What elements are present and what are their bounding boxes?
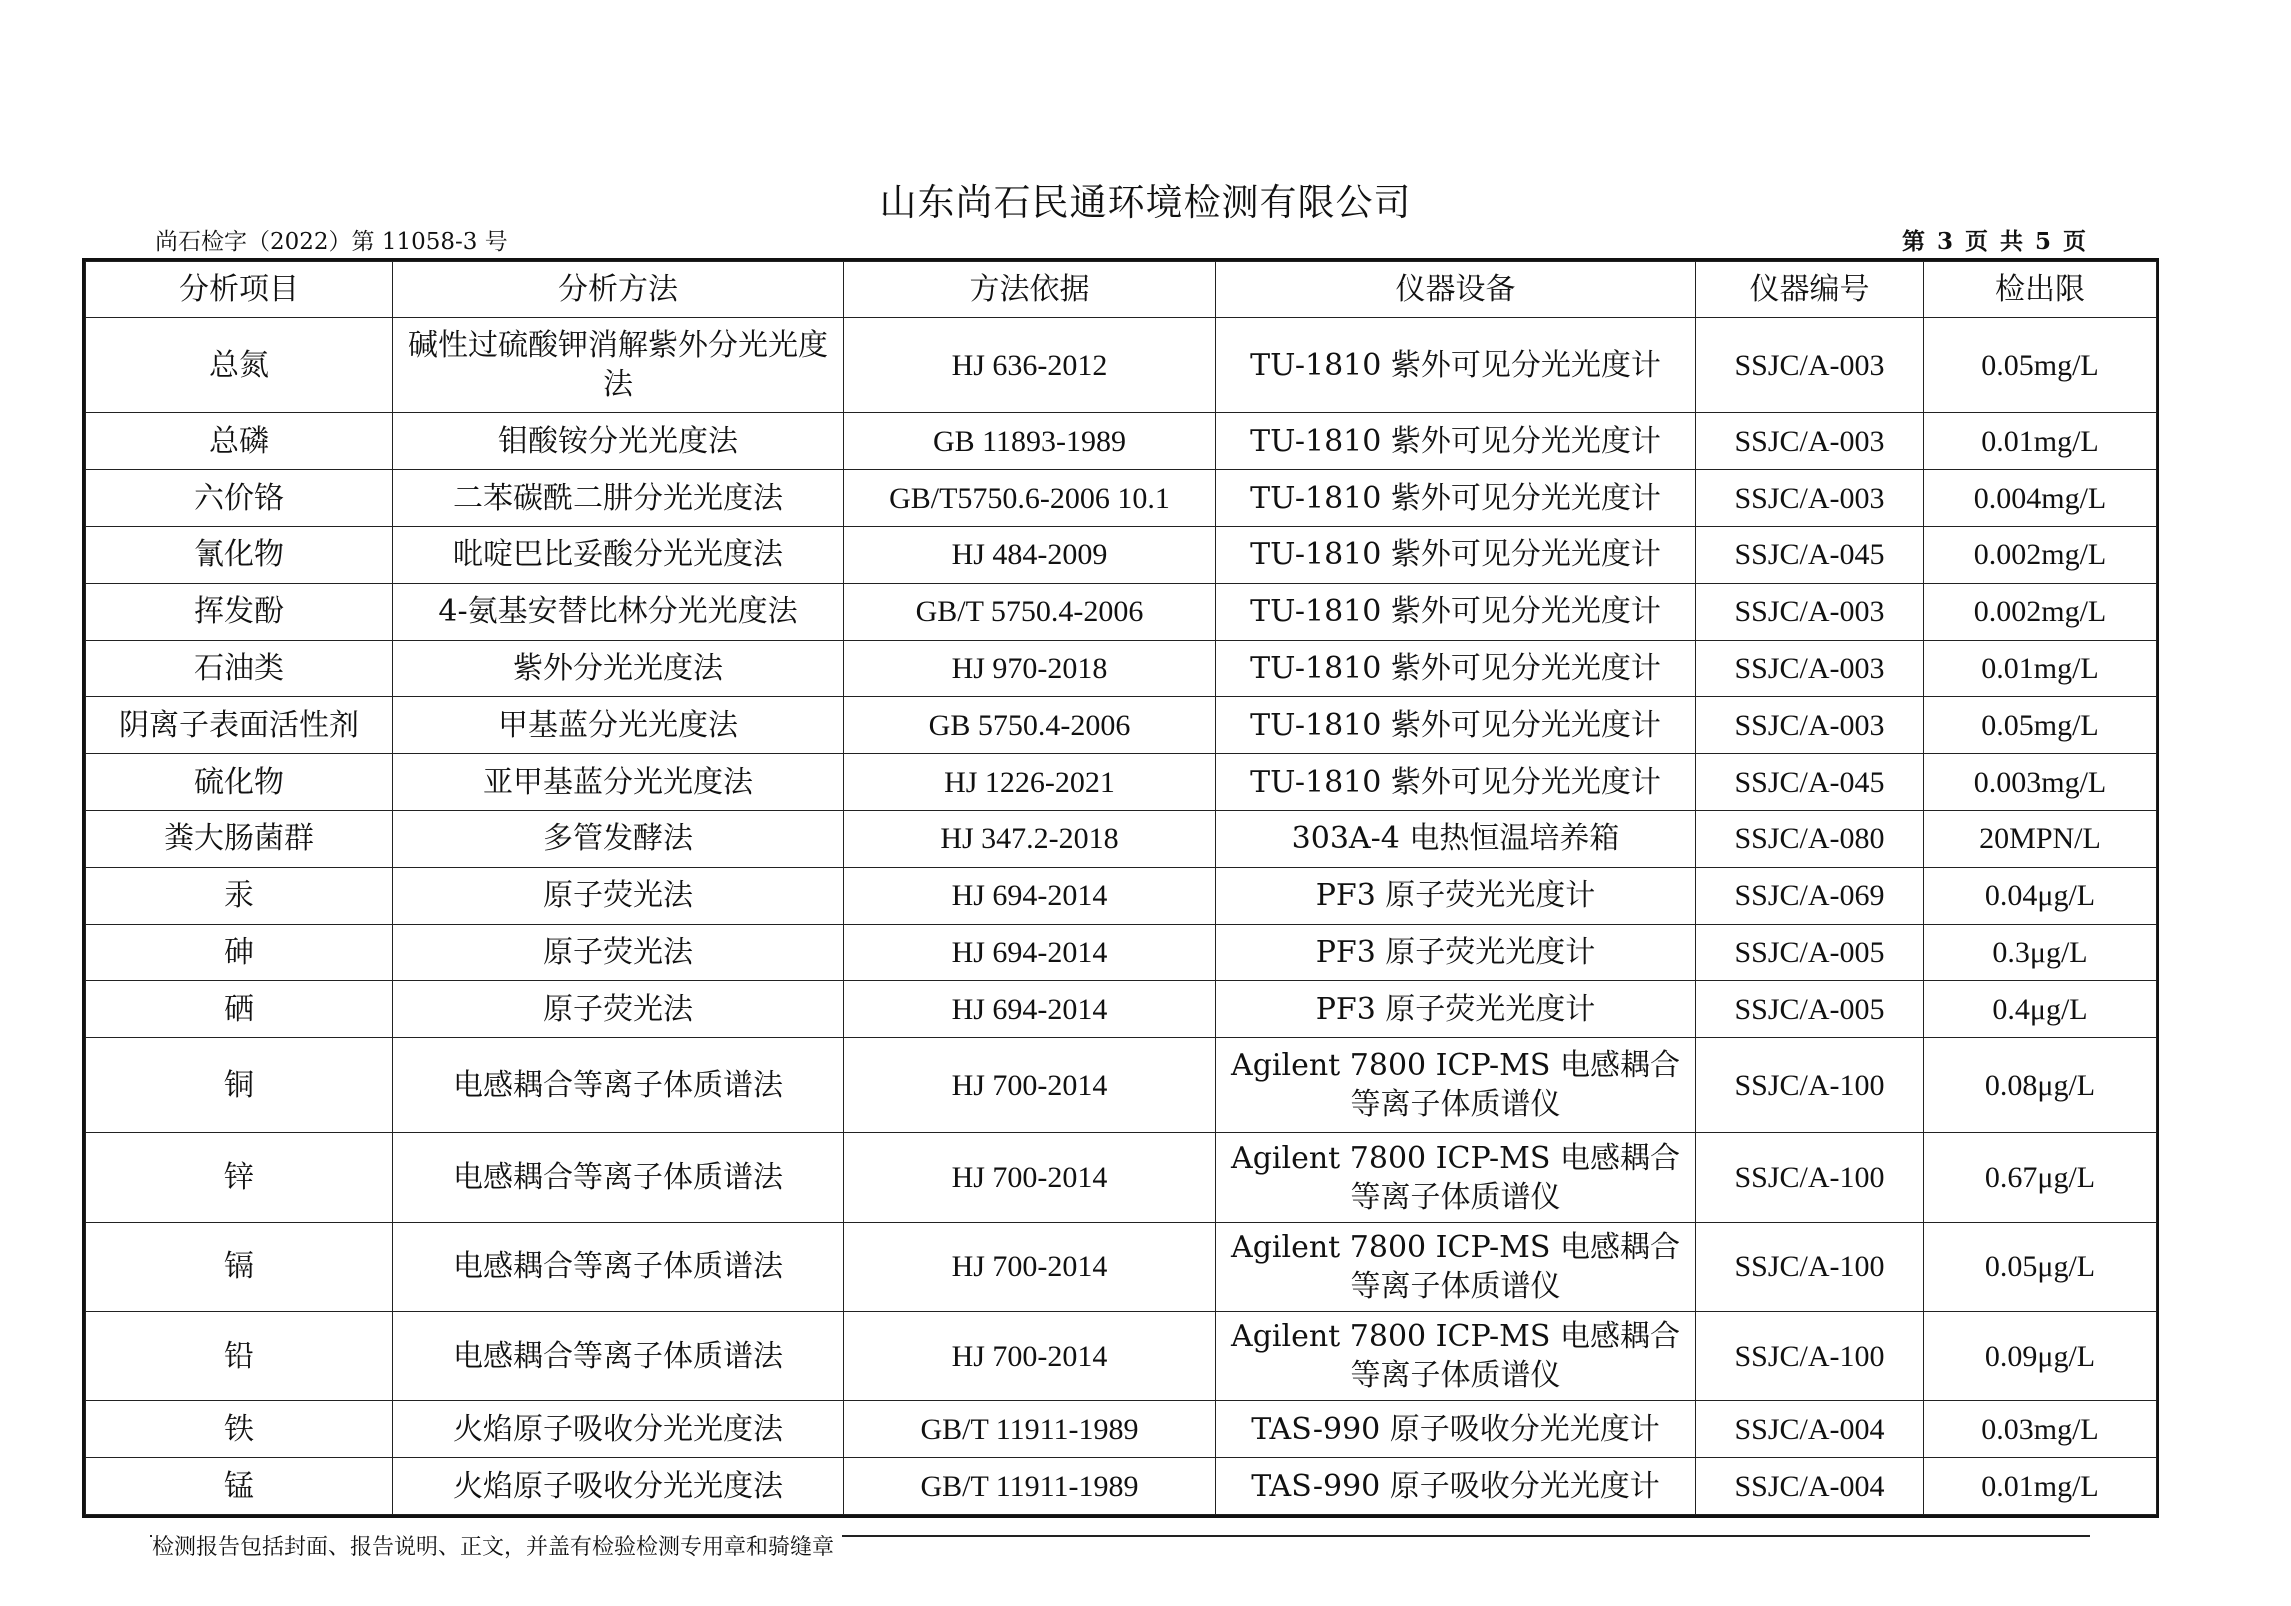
standard-cell: GB 5750.4-2006: [844, 697, 1216, 754]
table-row: [86, 697, 2157, 754]
instrument-no-cell: SSJC/A-100: [1696, 1222, 1924, 1311]
standard-cell: HJ 700-2014: [844, 1133, 1216, 1222]
table-row: [86, 981, 2157, 1038]
item-cell: 六价铬: [86, 470, 393, 527]
company-title: 山东尚石民通环境检测有限公司: [879, 181, 1412, 224]
table-row: [86, 1222, 2157, 1311]
method-cell: 紫外分光光度法: [393, 640, 844, 697]
table-row: [86, 640, 2157, 697]
method-cell: 电感耦合等离子体质谱法: [393, 1222, 844, 1311]
item-cell: 镉: [86, 1222, 393, 1311]
instrument-cell: Agilent 7800 ICP-MS 电感耦合等离子体质谱仪: [1216, 1133, 1696, 1222]
column-header: 分析项目: [86, 262, 393, 318]
detection-limit-cell: 0.08μg/L: [1924, 1038, 2157, 1133]
detection-limit-cell: 0.03mg/L: [1924, 1401, 2157, 1458]
item-cell: 阴离子表面活性剂: [86, 697, 393, 754]
detection-limit-cell: 0.4μg/L: [1924, 981, 2157, 1038]
instrument-no-cell: SSJC/A-045: [1696, 754, 1924, 811]
detection-limit-cell: 0.01mg/L: [1924, 640, 2157, 697]
analysis-methods-table: [82, 258, 2159, 1518]
instrument-no-cell: SSJC/A-005: [1696, 981, 1924, 1038]
standard-cell: HJ 1226-2021: [844, 754, 1216, 811]
table-row: [86, 924, 2157, 981]
instrument-no-cell: SSJC/A-100: [1696, 1038, 1924, 1133]
page-indicator: 第 3 页 共 5 页: [1901, 228, 2088, 255]
table-row: [86, 1458, 2157, 1515]
standard-cell: HJ 700-2014: [844, 1311, 1216, 1400]
instrument-no-cell: SSJC/A-004: [1696, 1458, 1924, 1515]
instrument-no-cell: SSJC/A-003: [1696, 318, 1924, 413]
method-cell: 电感耦合等离子体质谱法: [393, 1311, 844, 1400]
detection-limit-cell: 0.01mg/L: [1924, 1458, 2157, 1515]
standard-cell: HJ 694-2014: [844, 981, 1216, 1038]
table-row: [86, 867, 2157, 924]
instrument-cell: PF3 原子荧光光度计: [1216, 981, 1696, 1038]
instrument-cell: TU-1810 紫外可见分光光度计: [1216, 318, 1696, 413]
instrument-cell: TU-1810 紫外可见分光光度计: [1216, 640, 1696, 697]
instrument-cell: Agilent 7800 ICP-MS 电感耦合等离子体质谱仪: [1216, 1038, 1696, 1133]
table-row: [86, 470, 2157, 527]
method-cell: 亚甲基蓝分光光度法: [393, 754, 844, 811]
item-cell: 硒: [86, 981, 393, 1038]
method-cell: 电感耦合等离子体质谱法: [393, 1038, 844, 1133]
standard-cell: HJ 484-2009: [844, 526, 1216, 583]
table-row: [86, 1401, 2157, 1458]
method-cell: 原子荧光法: [393, 981, 844, 1038]
standard-cell: HJ 700-2014: [844, 1222, 1216, 1311]
detection-limit-cell: 0.004mg/L: [1924, 470, 2157, 527]
instrument-cell: TU-1810 紫外可见分光光度计: [1216, 526, 1696, 583]
method-cell: 甲基蓝分光光度法: [393, 697, 844, 754]
instrument-no-cell: SSJC/A-080: [1696, 810, 1924, 867]
item-cell: 硫化物: [86, 754, 393, 811]
method-cell: 钼酸铵分光光度法: [393, 413, 844, 470]
instrument-no-cell: SSJC/A-003: [1696, 413, 1924, 470]
detection-limit-cell: 0.05μg/L: [1924, 1222, 2157, 1311]
item-cell: 总磷: [86, 413, 393, 470]
instrument-no-cell: SSJC/A-003: [1696, 697, 1924, 754]
standard-cell: GB/T 5750.4-2006: [844, 583, 1216, 640]
instrument-cell: PF3 原子荧光光度计: [1216, 924, 1696, 981]
column-header: 检出限: [1924, 262, 2157, 318]
table-row: [86, 318, 2157, 413]
method-cell: 二苯碳酰二肼分光光度法: [393, 470, 844, 527]
table-row: [86, 1311, 2157, 1400]
standard-cell: HJ 636-2012: [844, 318, 1216, 413]
instrument-no-cell: SSJC/A-100: [1696, 1133, 1924, 1222]
instrument-cell: TU-1810 紫外可见分光光度计: [1216, 470, 1696, 527]
instrument-no-cell: SSJC/A-045: [1696, 526, 1924, 583]
item-cell: 铜: [86, 1038, 393, 1133]
instrument-no-cell: SSJC/A-003: [1696, 470, 1924, 527]
instrument-cell: TAS-990 原子吸收分光光度计: [1216, 1458, 1696, 1515]
table-header-row: [86, 262, 2157, 318]
item-cell: 粪大肠菌群: [86, 810, 393, 867]
standard-cell: GB/T 11911-1989: [844, 1401, 1216, 1458]
item-cell: 锌: [86, 1133, 393, 1222]
detection-limit-cell: 0.05mg/L: [1924, 318, 2157, 413]
table-row: [86, 1038, 2157, 1133]
table-row: [86, 526, 2157, 583]
instrument-no-cell: SSJC/A-005: [1696, 924, 1924, 981]
table-row: [86, 583, 2157, 640]
detection-limit-cell: 0.3μg/L: [1924, 924, 2157, 981]
instrument-cell: TU-1810 紫外可见分光光度计: [1216, 754, 1696, 811]
column-header: 仪器编号: [1696, 262, 1924, 318]
footer-note: 检测报告包括封面、报告说明、正文，并盖有检验检测专用章和骑缝章: [152, 1530, 842, 1561]
detection-limit-cell: 0.09μg/L: [1924, 1311, 2157, 1400]
item-cell: 砷: [86, 924, 393, 981]
detection-limit-cell: 20MPN/L: [1924, 810, 2157, 867]
instrument-cell: PF3 原子荧光光度计: [1216, 867, 1696, 924]
method-cell: 火焰原子吸收分光光度法: [393, 1458, 844, 1515]
method-cell: 碱性过硫酸钾消解紫外分光光度法: [393, 318, 844, 413]
column-header: 仪器设备: [1216, 262, 1696, 318]
instrument-cell: Agilent 7800 ICP-MS 电感耦合等离子体质谱仪: [1216, 1222, 1696, 1311]
method-cell: 原子荧光法: [393, 924, 844, 981]
standard-cell: HJ 694-2014: [844, 924, 1216, 981]
item-cell: 石油类: [86, 640, 393, 697]
instrument-no-cell: SSJC/A-003: [1696, 583, 1924, 640]
instrument-no-cell: SSJC/A-069: [1696, 867, 1924, 924]
instrument-cell: TAS-990 原子吸收分光光度计: [1216, 1401, 1696, 1458]
instrument-cell: 303A-4 电热恒温培养箱: [1216, 810, 1696, 867]
item-cell: 铁: [86, 1401, 393, 1458]
column-header: 方法依据: [844, 262, 1216, 318]
standard-cell: HJ 694-2014: [844, 867, 1216, 924]
detection-limit-cell: 0.01mg/L: [1924, 413, 2157, 470]
standard-cell: HJ 347.2-2018: [844, 810, 1216, 867]
item-cell: 锰: [86, 1458, 393, 1515]
detection-limit-cell: 0.002mg/L: [1924, 583, 2157, 640]
detection-limit-cell: 0.67μg/L: [1924, 1133, 2157, 1222]
instrument-cell: TU-1810 紫外可见分光光度计: [1216, 697, 1696, 754]
method-cell: 电感耦合等离子体质谱法: [393, 1133, 844, 1222]
instrument-no-cell: SSJC/A-100: [1696, 1311, 1924, 1400]
instrument-no-cell: SSJC/A-003: [1696, 640, 1924, 697]
standard-cell: HJ 700-2014: [844, 1038, 1216, 1133]
table-row: [86, 810, 2157, 867]
method-cell: 火焰原子吸收分光光度法: [393, 1401, 844, 1458]
column-header: 分析方法: [393, 262, 844, 318]
table-row: [86, 754, 2157, 811]
instrument-cell: Agilent 7800 ICP-MS 电感耦合等离子体质谱仪: [1216, 1311, 1696, 1400]
table-row: [86, 413, 2157, 470]
detection-limit-cell: 0.003mg/L: [1924, 754, 2157, 811]
detection-limit-cell: 0.002mg/L: [1924, 526, 2157, 583]
method-cell: 多管发酵法: [393, 810, 844, 867]
item-cell: 氰化物: [86, 526, 393, 583]
detection-limit-cell: 0.05mg/L: [1924, 697, 2157, 754]
instrument-cell: TU-1810 紫外可见分光光度计: [1216, 413, 1696, 470]
standard-cell: GB/T 11911-1989: [844, 1458, 1216, 1515]
results-table: [85, 261, 2157, 1515]
standard-cell: GB 11893-1989: [844, 413, 1216, 470]
standard-cell: GB/T5750.6-2006 10.1: [844, 470, 1216, 527]
instrument-no-cell: SSJC/A-004: [1696, 1401, 1924, 1458]
method-cell: 原子荧光法: [393, 867, 844, 924]
standard-cell: HJ 970-2018: [844, 640, 1216, 697]
method-cell: 吡啶巴比妥酸分光光度法: [393, 526, 844, 583]
item-cell: 汞: [86, 867, 393, 924]
item-cell: 铅: [86, 1311, 393, 1400]
instrument-cell: TU-1810 紫外可见分光光度计: [1216, 583, 1696, 640]
detection-limit-cell: 0.04μg/L: [1924, 867, 2157, 924]
item-cell: 总氮: [86, 318, 393, 413]
method-cell: 4-氨基安替比林分光光度法: [393, 583, 844, 640]
report-number: 尚石检字（2022）第 11058-3 号: [155, 229, 508, 255]
item-cell: 挥发酚: [86, 583, 393, 640]
table-row: [86, 1133, 2157, 1222]
